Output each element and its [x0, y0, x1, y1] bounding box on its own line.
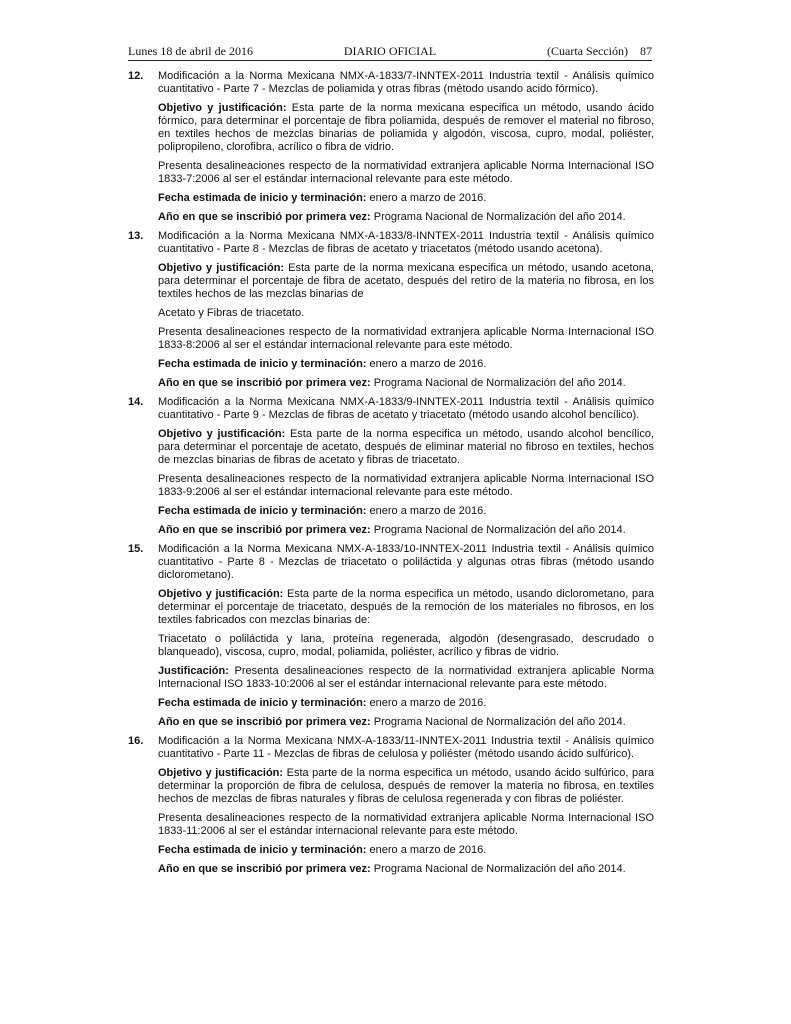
item-year	[158, 211, 654, 224]
item-title: Modificación a la Norma Mexicana NMX-A-1833/10-INNTEX-2011 Industria textil - Análisis químico cuantitativo - Parte 8 - Mezclas de triacetato o poliláctida y algunas otras fibras (método usando diclorometano).	[158, 543, 654, 581]
item-desalignment: Presenta desalineaciones respecto de la normatividad extranjera aplicable Norma Internacional ISO 1833-11:2006 al ser el estándar internacional relevante para este método.	[158, 812, 654, 837]
objective-text: Esta parte de la norma especifica un método, usando diclorometano, para determinar el porcentaje de triacetato, después de la remoción de los materiales no fibrosos, en los textiles fabricados con mezclas binarias de:	[158, 588, 655, 626]
item-date	[158, 358, 654, 371]
objective-label: Objetivo y justificación:	[158, 102, 287, 114]
date-label: Fecha estimada de inicio y terminación:	[158, 697, 367, 709]
item-title: Modificación a la Norma Mexicana NMX-A-1833/11-INNTEX-2011 Industria textil - Análisis químico cuantitativo - Parte 11 - Mezclas de fibras de celulosa y poliéster (método usando ácido sulfúrico).	[158, 735, 654, 760]
item-year	[158, 716, 654, 729]
objective-label: Objetivo y justificación:	[158, 262, 285, 274]
year-label: Año en que se inscribió por primera vez:	[158, 863, 371, 875]
desalignment-text: Presenta desalineaciones respecto de la normatividad extranjera aplicable Norma Internacional ISO 1833-10:2006 al ser el estándar internacional relevante para este método.	[158, 665, 654, 690]
objective-label: Objetivo y justificación:	[158, 588, 284, 600]
objective-text: Esta parte de la norma mexicana especifica un método, usando acetona, para determinar el porcentaje de fibra de acetato, después del retiro de la materia no fibrosa, en los textiles hechos de las mezclas binarias de	[158, 262, 654, 300]
item-year	[158, 377, 654, 390]
objective-label: Objetivo y justificación:	[158, 767, 284, 779]
item-number: 15.	[128, 543, 144, 555]
item-date	[158, 505, 654, 518]
year-text: Programa Nacional de Normalización del año 2014.	[370, 716, 626, 728]
item-number: 14.	[128, 396, 144, 408]
date-text: enero a marzo de 2016.	[366, 358, 487, 370]
header-date: Lunes 18 de abril de 2016	[128, 44, 253, 58]
list-item	[128, 735, 654, 876]
item-title: Modificación a la Norma Mexicana NMX-A-1833/9-INNTEX-2011 Industria textil - Análisis químico cuantitativo - Parte 9 - Mezclas de fibras de acetato y triacetato (método usando alcohol bencílico).	[158, 396, 654, 421]
objective-text: Esta parte de la norma mexicana especifica un método, usando ácido fórmico, para determinar el porcentaje de fibra poliamida, después de remover el material no fibroso, en textiles hechos de mezclas binarias de poliamida y algodón, viscosa, cupro, modal, poliéster, polipropileno, clorofibra, acrílico o fibra de vidrio.	[158, 102, 654, 153]
year-label: Año en que se inscribió por primera vez:	[158, 716, 371, 728]
item-objective	[158, 588, 654, 627]
date-label: Fecha estimada de inicio y terminación:	[158, 505, 367, 517]
year-text: Programa Nacional de Normalización del año 2014.	[370, 211, 626, 223]
date-label: Fecha estimada de inicio y terminación:	[158, 358, 367, 370]
justification-label: Justificación:	[158, 665, 229, 677]
item-desalignment: Presenta desalineaciones respecto de la normatividad extranjera aplicable Norma Internacional ISO 1833-8:2006 al ser el estándar internacional relevante para este método.	[158, 326, 654, 351]
objective-label: Objetivo y justificación:	[158, 428, 286, 440]
item-objective	[158, 428, 654, 467]
item-objective	[158, 102, 654, 154]
document-body	[128, 70, 654, 882]
year-text: Programa Nacional de Normalización del año 2014.	[370, 377, 626, 389]
list-item	[128, 70, 654, 224]
date-text: enero a marzo de 2016.	[366, 844, 487, 856]
item-date	[158, 697, 654, 710]
item-date	[158, 844, 654, 857]
item-year	[158, 524, 654, 537]
objective-text: Esta parte de la norma especifica un método, usando ácido sulfúrico, para determinar la proporción de fibra de celulosa, después de remover la materia no fibrosa, en textiles hechos de mezclas de fibras naturales y fibras de celulosa regenerada y con fibras de poliéster.	[158, 767, 655, 805]
date-label: Fecha estimada de inicio y terminación:	[158, 192, 367, 204]
date-text: enero a marzo de 2016.	[366, 697, 487, 709]
item-extra: Acetato y Fibras de triacetato.	[158, 307, 305, 319]
list-item	[128, 396, 654, 537]
item-objective	[158, 767, 654, 806]
header-section-page	[547, 44, 652, 59]
year-text: Programa Nacional de Normalización del año 2014.	[370, 524, 626, 536]
date-label: Fecha estimada de inicio y terminación:	[158, 844, 367, 856]
item-date	[158, 192, 654, 205]
header-title: DIARIO OFICIAL	[343, 44, 437, 58]
item-title: Modificación a la Norma Mexicana NMX-A-1833/7-INNTEX-2011 Industria textil - Análisis químico cuantitativo - Parte 7 - Mezclas de poliamida y otras fibras (método usando acido fórmico).	[158, 70, 654, 95]
header-section: (Cuarta Sección)	[547, 44, 628, 58]
page-header	[128, 44, 652, 61]
year-label: Año en que se inscribió por primera vez:	[158, 211, 371, 223]
list-item	[128, 543, 654, 729]
item-number: 16.	[128, 735, 144, 747]
item-desalignment: Presenta desalineaciones respecto de la normatividad extranjera aplicable Norma Internacional ISO 1833-7:2006 al ser el estándar internacional relevante para este método.	[158, 160, 654, 185]
list-item	[128, 230, 654, 390]
date-text: enero a marzo de 2016.	[366, 192, 487, 204]
item-title: Modificación a la Norma Mexicana NMX-A-1833/8-INNTEX-2011 Industria textil - Análisis químico cuantitativo - Parte 8 - Mezclas de fibras de acetato y triacetatos (método usando acetona).	[158, 230, 654, 255]
year-text: Programa Nacional de Normalización del año 2014.	[370, 863, 626, 875]
header-page-number: 87	[640, 44, 652, 58]
date-text: enero a marzo de 2016.	[366, 505, 487, 517]
item-desalignment	[158, 665, 654, 691]
item-number: 12.	[128, 70, 144, 82]
item-objective	[158, 262, 654, 301]
item-extra: Triacetato o poliláctida y lana, proteína regenerada, algodón (desengrasado, descrudado o blanqueado), viscosa, cupro, modal, poliamida, poliéster, acrílico y fibras de vidrio.	[158, 633, 654, 658]
item-year	[158, 863, 654, 876]
objective-text: Esta parte de la norma especifica un método, usando alcohol bencílico, para determinar el porcentaje de acetato, después de eliminar material no fibroso en textiles, hechos de mezclas binarias de fibras de acetato y fibras de triacetato.	[158, 428, 654, 466]
item-desalignment: Presenta desalineaciones respecto de la normatividad extranjera aplicable Norma Internacional ISO 1833-9:2006 al ser el estándar internacional relevante para este método.	[158, 473, 654, 498]
year-label: Año en que se inscribió por primera vez:	[158, 377, 371, 389]
item-number: 13.	[128, 230, 144, 242]
year-label: Año en que se inscribió por primera vez:	[158, 524, 371, 536]
